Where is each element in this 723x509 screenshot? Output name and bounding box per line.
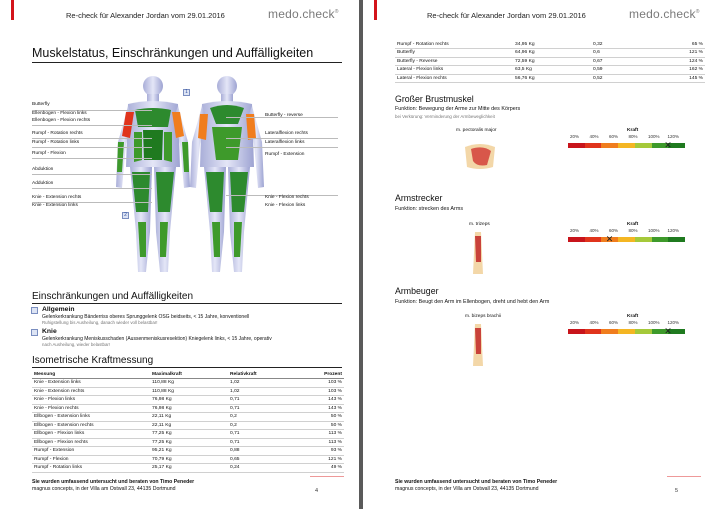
label-knie-extension-rechts: Knie - Extension rechts	[32, 195, 82, 200]
footer: Sie wurden umfassend untersucht und beraten von Timo Peneder magnus concepts, in der Villa am Ostwall 23, 44135 Dortmund	[395, 479, 558, 492]
triceps-illustration	[471, 232, 485, 278]
label-knie-extension-links: Knie - Extension links	[32, 203, 78, 208]
cell-prozent: 145 %	[651, 74, 705, 83]
scale-segment	[568, 329, 585, 334]
limit-item: Knie Gelenkerkrankung Meniskusschaden (Aussenmeniskusresektion) Kniegelenk links, < 15 Jahre, operativ nach Ausheilung, wieder belastbar!	[32, 328, 272, 348]
cell-relativkraft: 0,52	[591, 74, 651, 83]
muscle-note: bei Verkürung: Verminderung der Armbeweglichkeit	[395, 114, 495, 119]
cell-prozent: 121 %	[651, 49, 705, 58]
scale-segment	[585, 329, 602, 334]
kraft-label: Kraft	[627, 128, 639, 133]
table-row	[395, 66, 705, 75]
scale-tick-label: 20%	[570, 228, 580, 233]
scale-tick-label: 20%	[570, 134, 580, 139]
scale-segment	[601, 143, 618, 148]
cell-maximalkraft: 22,11 Kg	[150, 421, 228, 430]
cell-messung: Rumpf - Flexion	[32, 455, 150, 464]
muscle-figure	[110, 72, 270, 282]
cell-prozent: 50 %	[288, 421, 344, 430]
cell-messung: Ellbogen - Extension rechts	[32, 421, 150, 430]
cell-messung: Rumpf - Extension	[32, 447, 150, 456]
cell-relativkraft: 0,71	[228, 396, 288, 405]
table-row	[32, 438, 344, 447]
page-number: 5	[675, 488, 679, 494]
cell-relativkraft: 0,32	[591, 40, 651, 49]
level-marker-icon: ✕	[605, 234, 614, 244]
table-row	[32, 464, 344, 473]
cell-messung: Knie - Extension rechts	[32, 387, 150, 396]
cell-relativkraft: 0,6	[591, 49, 651, 58]
label-ellenbogen-flexion-rechts: Ellenbogen - Flexion rechts	[32, 118, 91, 123]
scale-segment	[668, 237, 685, 242]
cell-maximalkraft: 76,98 Kg	[150, 396, 228, 405]
cell-maximalkraft: 110,88 Kg	[150, 379, 228, 388]
muscle-heading: Armstrecker	[395, 193, 443, 203]
cell-relativkraft: 0,59	[591, 66, 651, 75]
table-row	[32, 430, 344, 439]
brand-bar	[11, 0, 14, 20]
level-marker-icon: ✕	[664, 326, 672, 336]
label-rumpf-rotation-links: Rumpf - Rotation links	[32, 140, 80, 145]
label-rumpf-rotation-rechts: Rumpf - Rotation rechts	[32, 131, 83, 136]
scale-tick-label: 120%	[667, 228, 680, 233]
page-4	[0, 0, 359, 509]
strength-scale	[568, 134, 685, 154]
cell-prozent: 121 %	[288, 455, 344, 464]
scale-segment	[568, 143, 585, 148]
cell-maximalkraft: 76,98 Kg	[150, 404, 228, 413]
table-row	[395, 74, 705, 83]
label-rumpf-extension: Rumpf - Extension	[265, 152, 305, 157]
muscle-name: m. pectoralis major	[456, 128, 497, 133]
cell-maximalkraft: 34,95 Kg	[513, 40, 591, 49]
cell-prozent: 49 %	[288, 464, 344, 473]
col-prozent: Prozent	[288, 370, 344, 379]
muscle-function: Funktion: Beugt den Arm im Ellenbogen, dreht und hebt den Arm	[395, 299, 550, 305]
table-row	[395, 40, 705, 49]
cell-messung: Ellbogen - Flexion rechts	[32, 438, 150, 447]
label-knie-flexion-rechts: Knie - Flexion rechts	[265, 195, 309, 200]
strength-scale	[568, 320, 685, 340]
cell-messung: Ellbogen - Extension links	[32, 413, 150, 422]
scale-tick-label: 40%	[589, 134, 599, 139]
cell-maximalkraft: 72,59 Kg	[513, 57, 591, 66]
level-marker-icon: ✕	[664, 140, 672, 150]
cell-prozent: 143 %	[288, 396, 344, 405]
muscle-heading: Armbeuger	[395, 286, 439, 296]
cell-prozent: 93 %	[288, 447, 344, 456]
strength-table-continued	[395, 40, 705, 83]
scale-tick-label: 60%	[609, 134, 619, 139]
cell-prozent: 162 %	[651, 66, 705, 75]
cell-prozent: 50 %	[288, 413, 344, 422]
biceps-illustration	[471, 324, 485, 370]
cell-relativkraft: 0,2	[228, 413, 288, 422]
pectoralis-illustration	[463, 141, 497, 171]
label-butterfly: Butterfly	[32, 102, 50, 107]
label-butterfly-reverse: Butterfly - reverse	[265, 113, 303, 118]
cell-relativkraft: 0,2	[228, 421, 288, 430]
cell-messung: Knie - Flexion links	[32, 396, 150, 405]
scale-tick-label: 60%	[609, 228, 619, 233]
scale-tick-label: 20%	[570, 320, 580, 325]
footer: Sie wurden umfassend untersucht und beraten von Timo Peneder magnus concepts, in der Villa am Ostwall 23, 44135 Dortmund	[32, 479, 195, 492]
scale-tick-label: 100%	[648, 320, 660, 325]
table-row	[395, 57, 705, 66]
scale-tick-label: 80%	[628, 134, 638, 139]
title-rule	[32, 62, 342, 63]
cell-relativkraft: 1,02	[228, 379, 288, 388]
scale-segment	[618, 143, 635, 148]
limit-item: Allgemein Gelenkerkrankung Bänderriss oberes Sprunggelenk OSG beidseits, < 15 Jahre, konventionell Ruhigstellung bis Ausheilung, danach wieder voll belastbar!	[32, 306, 249, 326]
kraft-label: Kraft	[627, 314, 639, 319]
scale-tick-label: 40%	[589, 228, 599, 233]
scale-segment	[635, 143, 652, 148]
cell-prozent: 113 %	[288, 430, 344, 439]
cell-relativkraft: 0,67	[591, 57, 651, 66]
table-row	[32, 455, 344, 464]
scale-segment	[585, 143, 602, 148]
table-row	[32, 396, 344, 405]
table-row	[32, 413, 344, 422]
cell-messung: Rumpf - Rotation rechts	[395, 40, 513, 49]
cell-relativkraft: 0,65	[228, 455, 288, 464]
scale-segment	[601, 329, 618, 334]
table-row	[32, 421, 344, 430]
scale-tick-label: 60%	[609, 320, 619, 325]
header-title: Re-check für Alexander Jordan vom 29.01.2016	[427, 11, 586, 20]
scale-segment	[618, 329, 635, 334]
logo: medo.check®	[268, 7, 339, 21]
cell-maximalkraft: 70,79 Kg	[150, 455, 228, 464]
table-row	[32, 404, 344, 413]
strength-scale	[568, 228, 685, 248]
cell-maximalkraft: 95,21 Kg	[150, 447, 228, 456]
cell-prozent: 124 %	[651, 57, 705, 66]
label-knie-flexion-links: Knie - Flexion links	[265, 203, 306, 208]
cell-relativkraft: 0,24	[228, 464, 288, 473]
muscle-name: m. trizeps	[469, 222, 490, 227]
scale-tick-label: 120%	[667, 134, 680, 139]
col-messung: Messung	[32, 370, 150, 379]
cell-messung: Knie - Flexion rechts	[32, 404, 150, 413]
scale-segment	[618, 237, 635, 242]
muscle-function: Funktion: Bewegung der Arme zur Mitte des Körpers	[395, 106, 521, 112]
scale-segment	[635, 329, 652, 334]
col-relativkraft: Relativkraft	[228, 370, 288, 379]
limits-title: Einschränkungen und Auffälligkeiten	[32, 291, 194, 302]
header-title: Re-check für Alexander Jordan vom 29.01.2016	[66, 11, 225, 20]
label-ellenbogen-flexion-links: Ellenbogen - Flexion links	[32, 111, 87, 116]
scale-segment	[568, 237, 585, 242]
cell-messung: Rumpf - Rotation links	[32, 464, 150, 473]
label-abduktion: Abduktion	[32, 167, 54, 172]
cell-prozent: 113 %	[288, 438, 344, 447]
cell-maximalkraft: 77,25 Kg	[150, 430, 228, 439]
page-5	[363, 0, 723, 509]
scale-segment	[585, 237, 602, 242]
scale-tick-label: 100%	[648, 134, 660, 139]
kraft-label: Kraft	[627, 222, 639, 227]
cell-messung: Ellbogen - Flexion links	[32, 430, 150, 439]
table-title: Isometrische Kraftmessung	[32, 355, 154, 366]
scale-tick-label: 80%	[628, 228, 638, 233]
cell-prozent: 103 %	[288, 379, 344, 388]
scale-tick-label: 80%	[628, 320, 638, 325]
cell-prozent: 143 %	[288, 404, 344, 413]
scale-tick-label: 100%	[648, 228, 660, 233]
scale-segment	[635, 237, 652, 242]
table-row	[32, 387, 344, 396]
table-row	[32, 447, 344, 456]
cell-maximalkraft: 56,76 Kg	[513, 74, 591, 83]
brand-bar	[374, 0, 377, 20]
info-icon	[31, 307, 38, 314]
col-maximalkraft: Maximalkraft	[150, 370, 228, 379]
table-row	[32, 379, 344, 388]
page-number: 4	[315, 488, 319, 494]
muscle-function: Funktion: strecken des Arms	[395, 206, 464, 212]
cell-prozent: 65 %	[651, 40, 705, 49]
cell-maximalkraft: 63,5 Kg	[513, 66, 591, 75]
cell-messung: Lateral - Flexion rechts	[395, 74, 513, 83]
cell-maximalkraft: 64,96 Kg	[513, 49, 591, 58]
table-row	[395, 49, 705, 58]
muscle-heading: Großer Brustmuskel	[395, 94, 474, 104]
label-rumpf-flexion: Rumpf - Flexion	[32, 151, 66, 156]
label-lateralflexion-rechts: Lateralflexion rechts	[265, 131, 308, 136]
scale-bar	[568, 234, 685, 244]
cell-messung: Butterfly - Reverse	[395, 57, 513, 66]
cell-relativkraft: 1,02	[228, 387, 288, 396]
strength-table	[32, 370, 344, 473]
cell-relativkraft: 0,88	[228, 447, 288, 456]
table-header-row	[32, 370, 344, 379]
label-adduktion: Adduktion	[32, 181, 54, 186]
cell-maximalkraft: 22,11 Kg	[150, 413, 228, 422]
scale-tick-label: 120%	[667, 320, 680, 325]
cell-relativkraft: 0,71	[228, 430, 288, 439]
marker-2[interactable]: 2	[122, 212, 129, 219]
cell-messung: Knie - Extension links	[32, 379, 150, 388]
cell-messung: Lateral - Flexion links	[395, 66, 513, 75]
scale-segment	[652, 237, 669, 242]
info-icon	[31, 329, 38, 336]
label-lateralflexion-links: Lateralflexion links	[265, 140, 305, 145]
logo: medo.check®	[629, 7, 700, 21]
marker-1[interactable]: 1	[183, 89, 190, 96]
cell-relativkraft: 0,71	[228, 438, 288, 447]
cell-maximalkraft: 77,25 Kg	[150, 438, 228, 447]
scale-tick-label: 40%	[589, 320, 599, 325]
front-muscles	[117, 108, 189, 257]
cell-messung: Butterfly	[395, 49, 513, 58]
cell-prozent: 103 %	[288, 387, 344, 396]
cell-relativkraft: 0,71	[228, 404, 288, 413]
cell-maximalkraft: 110,88 Kg	[150, 387, 228, 396]
cell-maximalkraft: 25,17 Kg	[150, 464, 228, 473]
muscle-name: m. bizeps brachii	[465, 314, 501, 319]
page-title: Muskelstatus, Einschränkungen und Auffälligkeiten	[32, 46, 314, 60]
